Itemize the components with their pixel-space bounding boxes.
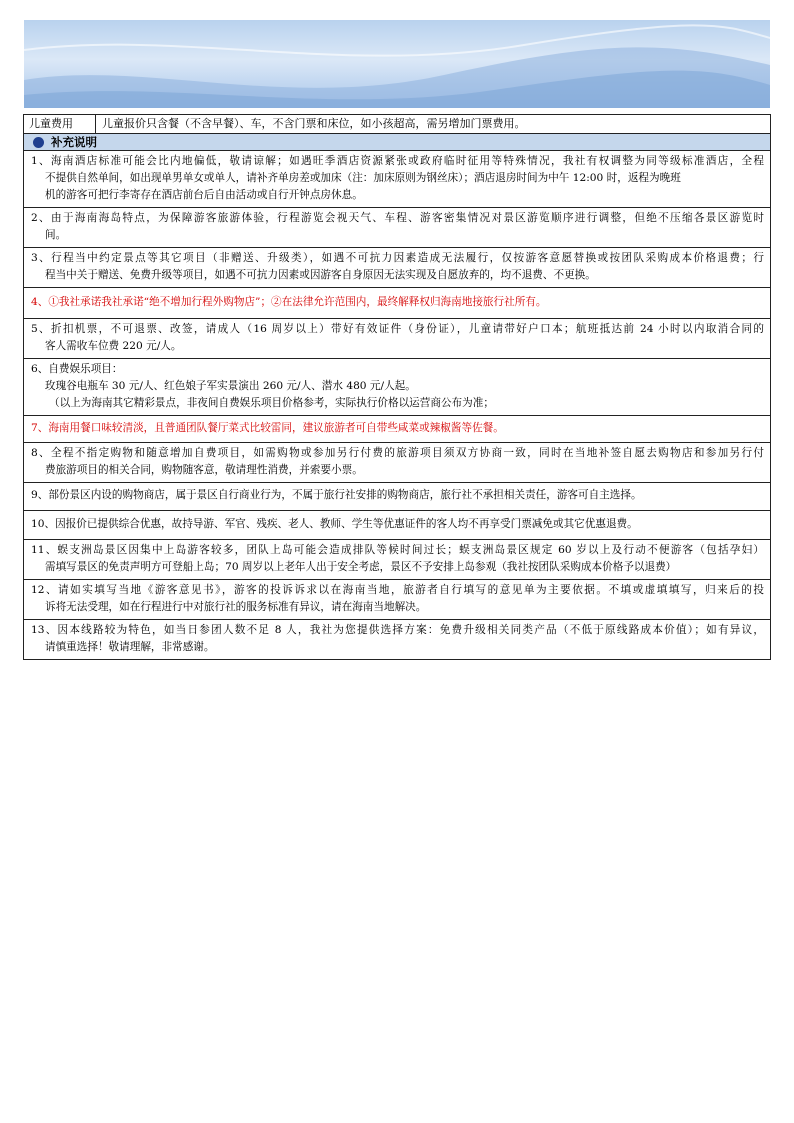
child-fee-label: 儿童费用 [24,115,96,133]
note-item-7 [24,416,770,443]
note-item-9 [24,483,770,511]
note-line: 10、因报价已提供综合优惠，故持导游、军官、残疾、老人、教师、学生等优惠证件的客人均不再享受门票减免或其它优惠退费。 [31,518,638,530]
note-line: 请慎重选择！敬请理解，非常感谢。 [45,641,215,653]
note-line: （以上为海南其它精彩景点，非夜间自费娱乐项目价格参考，实际执行价格以运营商公布为准； [49,397,494,409]
note-item-5 [24,319,770,359]
child-fee-value: 儿童报价只含餐（不含早餐）、车，不含门票和床位，如小孩超高，需另增加门票费用。 [102,117,526,130]
note-line: 玫瑰谷电瓶车 30 元/人、红色娘子军实景演出 260 元/人、潜水 480 元/人起。 [45,380,416,392]
note-line: 1、海南酒店标准可能会比内地偏低，敬请谅解；如遇旺季酒店资源紧张或政府临时征用等特殊情况，我社有权调整为同等级标准酒店，全程 [31,155,764,167]
note-item-10 [24,511,770,540]
note-line: 间。 [45,229,67,241]
section-header [24,134,770,151]
section-title: 补充说明 [51,135,97,149]
supplementary-info-table [23,114,771,660]
note-item-12 [24,580,770,620]
note-line: 5、折扣机票，不可退票、改签，请成人（16 周岁以上）带好有效证件（身份证），儿童请带好户口本；航班抵达前 24 小时以内取消合同的 [31,323,764,335]
note-line: 费旅游项目的相关合同，购物随客意，敬请理性消费，并索要小票。 [45,464,363,476]
note-item-4 [24,288,770,319]
note-item-8 [24,443,770,483]
note-line: 程当中关于赠送、免费升级等项目，如遇不可抗力因素或因游客自身原因无法实现及自愿放弃的，均不退费、不更换。 [45,269,596,281]
note-line: 4、①我社承诺我社承诺“绝不增加行程外购物店”；②在法律允许范围内，最终解释权归海南地接旅行社所有。 [31,296,547,308]
note-line: 3、行程当中约定景点等其它项目（非赠送、升级类），如遇不可抗力因素造成无法履行，仅按游客意愿替换或按团队采购成本价格退费；行 [31,252,764,264]
note-item-2 [24,208,770,248]
bullet-icon [33,137,44,148]
note-item-6 [24,359,770,416]
note-line: 机的游客可把行李寄存在酒店前台后自由活动或自行开钟点房休息。 [45,189,363,201]
note-line: 11、蜈支洲岛景区因集中上岛游客较多，团队上岛可能会造成排队等候时间过长；蜈支洲岛景区规定 60 岁以上及行动不便游客（包括孕妇） [31,544,764,556]
note-line: 诉将无法受理，如在行程进行中对旅行社的服务标准有异议，请在海南当地解决。 [45,601,427,613]
banner-wave-graphic [24,20,770,108]
note-line: 12、请如实填写当地《游客意见书》，游客的投诉诉求以在海南当地，旅游者自行填写的意见单为主要依据。不填或虚填填写，归来后的投 [31,584,764,596]
note-item-3 [24,248,770,288]
note-line: 9、部份景区内设的购物商店，属于景区自行商业行为，不属于旅行社安排的购物商店，旅行社不承担相关责任，游客可自主选择。 [31,489,642,501]
child-fee-row [24,115,770,134]
note-line: 需填写景区的免责声明方可登船上岛；70 周岁以上老年人出于安全考虑，景区不予安排上岛参观（我社按团队采购成本价格予以退费） [45,561,677,573]
note-line: 8、全程不指定购物和随意增加自费项目，如需购物或参加另行付费的旅游项目须双方协商一致，同时在当地补签自愿去购物店和参加另行付 [31,447,764,459]
note-line: 6、自费娱乐项目： [31,363,123,375]
note-line: 2、由于海南海岛特点，为保障游客旅游体验，行程游览会视天气、车程、游客密集情况对景区游览顺序进行调整，但绝不压缩各景区游览时 [31,212,764,224]
note-line: 7、海南用餐口味较清淡，且普通团队餐厅菜式比较雷同，建议旅游者可自带些咸菜或辣椒酱等佐餐。 [31,422,504,434]
header-banner [24,20,770,108]
note-item-11 [24,540,770,580]
note-item-1 [24,151,770,208]
note-item-13 [24,620,770,659]
note-line: 不提供自然单间，如出现单男单女或单人，请补齐单房差或加床（注：加床原则为钢丝床）；酒店退房时间为中午 12:00 时，返程为晚班 [45,172,681,184]
note-line: 客人需收车位费 220 元/人。 [45,340,182,352]
note-line: 13、因本线路较为特色，如当日参团人数不足 8 人，我社为您提供选择方案：免费升级相关同类产品（不低于原线路成本价值）；如有异议， [31,624,764,636]
